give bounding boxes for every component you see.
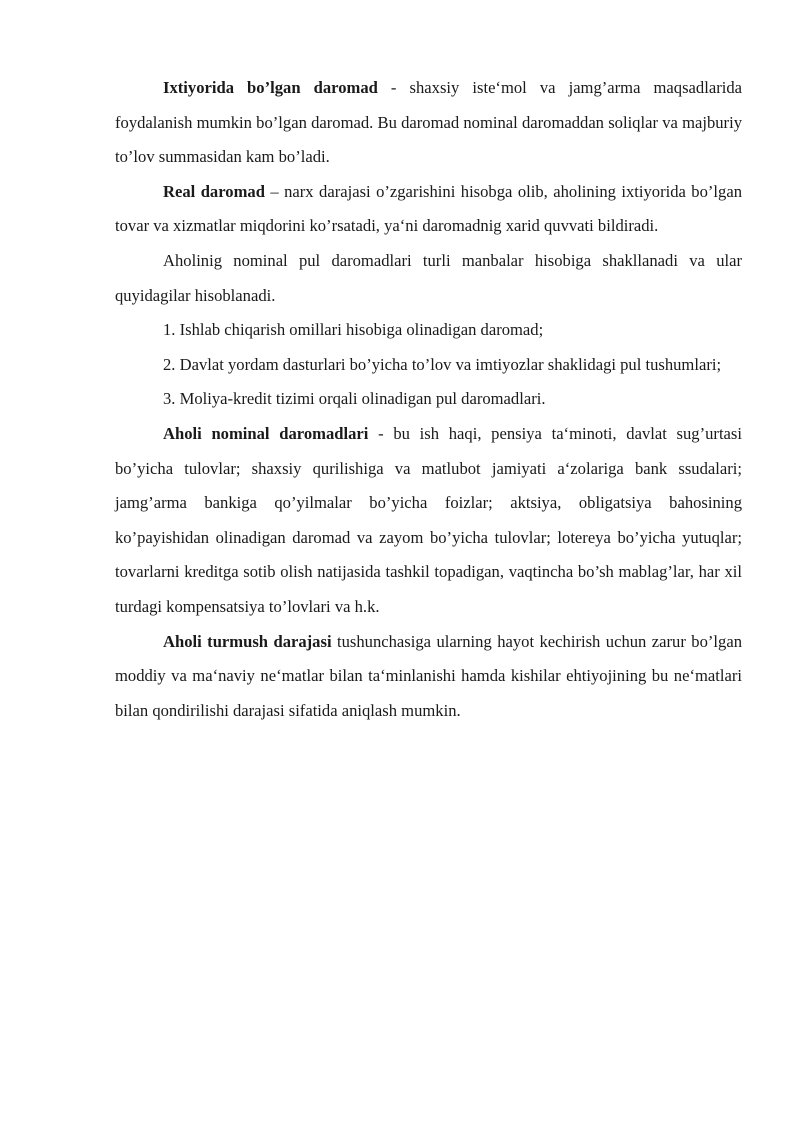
paragraph-living-standard [115,625,742,729]
list-item-text: 2. Davlat yordam dasturlari bo’yicha to’lov va imtiyozlar shaklidagi pul tushumlari; [163,354,722,374]
paragraph-text: tushunchasiga ularning hayot kechirish uchun zarur bo’lgan moddiy va ma‘naviy ne‘matlar bilan ta‘minlanishi hamda kishilar ehtiyojining bu ne‘matlari bilan qondirilishi darajasi sifatida aniqlash mumkin. [115,631,742,720]
list-item-text: 3. Moliya-kredit tizimi orqali olinadigan pul daromadlari. [163,389,546,409]
term-nominal-income: Aholi nominal daromadlari [163,423,369,443]
paragraph-text: - shaxsiy iste‘mol va jamg’arma maqsadlarida foydalanish mumkin bo’lgan daromad. Bu daromad nominal daromaddan soliqlar va majburiy to’lov summasidan kam bo’ladi. [115,78,742,167]
list-item-3 [115,382,742,417]
paragraph-text: - bu ish haqi, pensiya ta‘minoti, davlat sug’urtasi bo’yicha tulovlar; shaxsiy qurilishiga va matlubot jamiyati a‘zolariga bank ssudalari; jamg’arma bankiga qo’yilmalar bo’yicha foizlar; aktsiya, obligatsiya bahosining ko’payishidan olinadigan daromad va zayom bo’yicha tulovlar; lotereya bo’yicha yutuqlar; tovarlarni kreditga sotib olish natijasida tashkil topadigan, vaqtincha bo’sh mablag’lar, har xil turdagi kompensatsiya to’lovlari va h.k. [115,423,742,616]
paragraph-disposable-income [115,71,742,175]
paragraph-nominal-income [115,417,742,625]
paragraph-real-income [115,175,742,244]
paragraph-nominal-income-sources [115,244,742,313]
term-living-standard: Aholi turmush darajasi [163,631,332,651]
term-disposable-income: Ixtiyorida bo’lgan daromad [163,78,378,97]
paragraph-text: – narx darajasi o’zgarishini hisobga olib, aholining ixtiyorida bo’lgan tovar va xizmatlar miqdorini ko’rsatadi, ya‘ni daromadnig xarid quvvati bildiradi. [115,181,742,236]
term-real-income: Real daromad [163,181,265,201]
document-body [115,71,742,728]
list-item-1 [115,313,742,348]
list-item-2 [115,348,742,383]
list-item-text: 1. Ishlab chiqarish omillari hisobiga olinadigan daromad; [163,320,544,340]
paragraph-text: Aholinig nominal pul daromadlari turli manbalar hisobiga shakllanadi va ular quyidagilar hisoblanadi. [115,250,742,305]
